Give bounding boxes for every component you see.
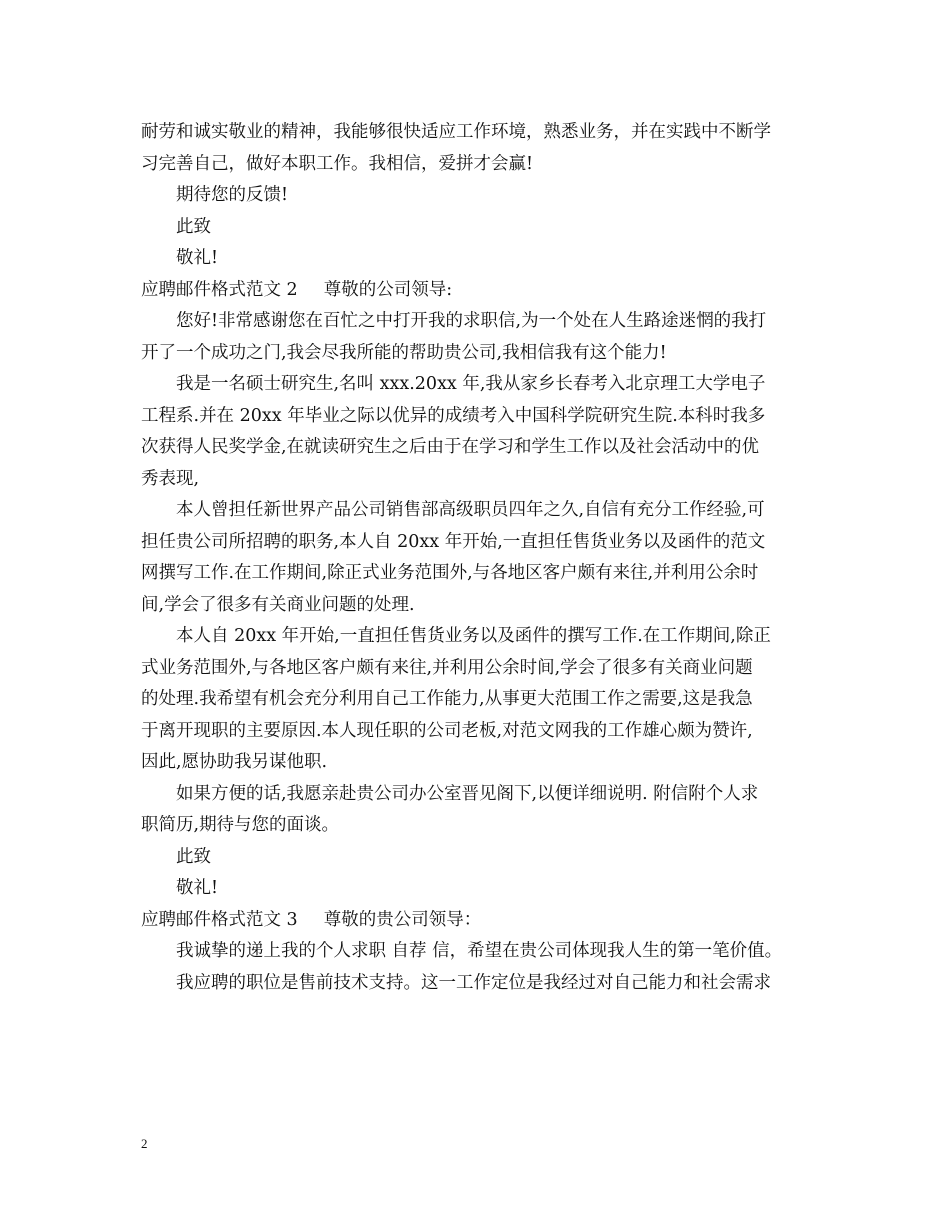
text-line (141, 338, 831, 370)
text-line (141, 968, 831, 1000)
paragraph-text: 期待您的反馈! (176, 185, 289, 205)
paragraph-text: 次获得人民奖学金,在就读研究生之后由于在学习和学生工作以及社会活动中的优 (141, 437, 760, 457)
paragraph-text: 此致 (176, 216, 211, 237)
paragraph-text: 本人自 20xx 年开始,一直担任售货业务以及函件的撰写工作.在工作期间,除正 (176, 626, 771, 646)
paragraph-text: 工程系.并在 20xx 年毕业之际以优异的成绩考入中国科学院研究生院.本科时我多 (141, 405, 766, 426)
paragraph-text: 我诚挚的递上我的个人求职 自荐 信，希望在贵公司体现我人生的第一笔价值。 (176, 941, 783, 961)
paragraph-text: 间,学会了很多有关商业问题的处理. (141, 594, 415, 615)
text-line (141, 117, 831, 149)
text-line (141, 180, 831, 212)
paragraph-text: 此致 (176, 846, 211, 867)
text-line (141, 936, 831, 968)
text-line (141, 369, 831, 401)
paragraph-text: 耐劳和诚实敬业的精神，我能够很快适应工作环境，熟悉业务，并在实践中不断学 (141, 122, 771, 142)
text-line (141, 243, 831, 275)
text-line (141, 275, 831, 307)
text-line (141, 464, 831, 496)
text-line (141, 810, 831, 842)
page-number: 2 (141, 1136, 148, 1151)
text-line (141, 306, 831, 338)
text-line (141, 401, 831, 433)
text-line (141, 684, 831, 716)
section-heading: 应聘邮件格式范文 3 (141, 909, 298, 930)
salutation-text: 尊敬的贵公司领导： (323, 909, 482, 930)
salutation-text: 尊敬的公司领导: (323, 279, 453, 300)
paragraph-text: 您好!非常感谢您在百忙之中打开我的求职信,为一个处在人生路途迷惘的我打 (176, 311, 767, 331)
paragraph-text: 如果方便的话,我愿亲赴贵公司办公室晋见阁下,以便详细说明. 附信附个人求 (176, 783, 759, 804)
paragraph-text: 秀表现, (141, 468, 200, 489)
text-line (141, 149, 831, 181)
paragraph-text: 敬礼! (176, 248, 219, 268)
text-line (141, 495, 831, 527)
paragraph-text: 开了一个成功之门,我会尽我所能的帮助贵公司,我相信我有这个能力! (141, 342, 667, 363)
paragraph-text: 式业务范围外,与各地区客户颇有来往,并利用公余时间,学会了很多有关商业问题 (141, 657, 753, 678)
paragraph-text: 于离开现职的主要原因.本人现任职的公司老板,对范文网我的工作雄心颇为赞许, (141, 720, 753, 741)
text-line (141, 716, 831, 748)
text-line (141, 747, 831, 779)
text-line (141, 842, 831, 874)
text-line (141, 621, 831, 653)
text-line (141, 558, 831, 590)
paragraph-text: 因此,愿协助我另谋他职. (141, 752, 328, 772)
text-line (141, 432, 831, 464)
paragraph-text: 担任贵公司所招聘的职务,本人自 20xx 年开始,一直担任售货业务以及函件的范文 (141, 531, 766, 552)
text-line (141, 653, 831, 685)
text-line (141, 212, 831, 244)
paragraph-text: 习完善自己，做好本职工作。我相信，爱拼才会赢! (141, 153, 534, 174)
text-line (141, 873, 831, 905)
paragraph-text: 职简历,期待与您的面谈。 (141, 815, 340, 835)
text-line (141, 905, 831, 937)
paragraph-text: 网撰写工作.在工作期间,除正式业务范围外,与各地区客户颇有来往,并利用公余时 (141, 563, 759, 583)
text-line (141, 779, 831, 811)
document-body (141, 117, 831, 999)
section-heading: 应聘邮件格式范文 2 (141, 279, 298, 300)
text-line (141, 590, 831, 622)
paragraph-text: 的处理.我希望有机会充分利用自己工作能力,从事更大范围工作之需要,这是我急 (141, 689, 753, 709)
paragraph-text: 我应聘的职位是售前技术支持。这一工作定位是我经过对自己能力和社会需求 (176, 972, 771, 993)
paragraph-text: 我是一名硕士研究生,名叫 xxx.20xx 年,我从家乡长春考入北京理工大学电子 (176, 374, 766, 394)
paragraph-text: 敬礼! (176, 878, 219, 898)
paragraph-text: 本人曾担任新世界产品公司销售部高级职员四年之久,自信有充分工作经验,可 (176, 500, 765, 520)
text-line (141, 527, 831, 559)
